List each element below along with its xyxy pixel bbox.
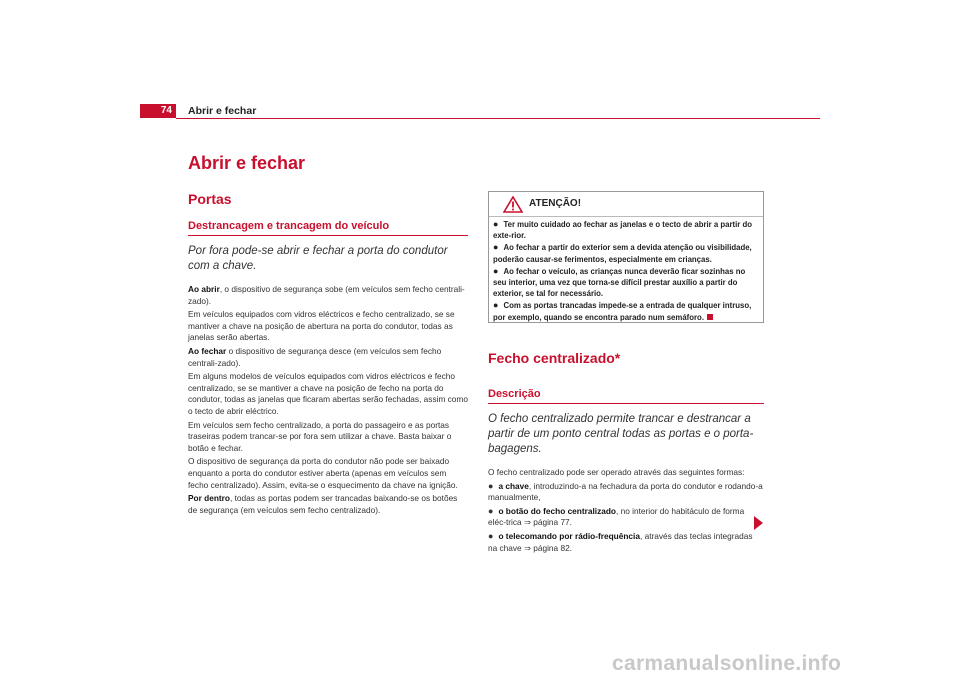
section-title-central-locking: Fecho centralizado* <box>488 350 621 366</box>
running-header-title: Abrir e fechar <box>188 105 257 117</box>
body-paragraph <box>188 309 468 344</box>
list-item-text: , através das teclas integradas na chave ⇒ página 82. <box>488 530 753 553</box>
section-title-portas: Portas <box>188 191 232 207</box>
warning-header <box>489 192 763 217</box>
list-item-keyword: o botão do fecho centralizado <box>498 505 616 516</box>
watermark: carmanualsonline.info <box>612 652 842 675</box>
bullet-icon: ● <box>488 530 494 541</box>
bullet-icon: ● <box>493 242 499 253</box>
list-item <box>488 481 764 504</box>
warning-triangle-icon <box>503 196 523 218</box>
subsection-title-doors: Destrancagem e trancagem do veículo <box>188 220 468 236</box>
body-paragraph <box>188 346 468 369</box>
warning-item-text: Ao fechar o veículo, as crianças nunca deverão ficar sozinhas no seu interior, uma vez que torna-se difícil prestar auxílio a partir do exterior, se tal for necessário. <box>493 266 746 299</box>
right-intro-text: O fecho centralizado pode ser operado através das seguintes formas: <box>488 467 745 477</box>
paragraph-text: O dispositivo de segurança da porta do condutor não pode ser baixado enquanto a porta do condutor estiver aberta (apenas em veículos sem fecho centralizado). Assim, evita-se o esquecimento da chave na ignição. <box>188 456 458 490</box>
body-paragraph <box>188 371 468 417</box>
paragraph-text: Em veículos equipados com vidros eléctricos e fecho centralizado, se se mantiver a chave na posição de abertura na porta do condutor, todas as janelas serão abertas. <box>188 309 455 343</box>
bullet-icon: ● <box>493 219 499 229</box>
warning-item-text: Ter muito cuidado ao fechar as janelas e o tecto de abrir a partir do exte-rior. <box>493 220 752 241</box>
section-end-icon <box>707 314 713 320</box>
paragraph-keyword: Por dentro <box>188 493 230 504</box>
warning-item <box>493 242 759 264</box>
paragraph-text: Em alguns modelos de veículos equipados com vidros eléctricos e fecho centralizado, se se mantiver a chave na posição de fecho na porta do condutor, todas as janelas que ficaram abertas serão fechadas, assim como o tecto de abrir eléctrico. <box>188 371 468 416</box>
bullet-icon: ● <box>488 480 494 491</box>
paragraph-keyword: Ao fechar <box>188 345 227 356</box>
paragraph-text: , todas as portas podem ser trancadas baixando-se os botões de segurança (em veículos sem fecho centralizado). <box>188 493 458 515</box>
page-number-badge: 74 <box>140 104 176 118</box>
paragraph-keyword: Ao abrir <box>188 284 220 294</box>
next-page-arrow-icon <box>754 516 763 530</box>
chapter-title: Abrir e fechar <box>188 153 306 173</box>
warning-item-text: Ao fechar a partir do exterior sem a devida atenção ou visibilidade, poderão causar-se ferimentos, especialmente em crianças. <box>493 243 752 264</box>
warning-item <box>493 300 759 322</box>
bullet-icon: ● <box>488 505 494 516</box>
list-item <box>488 506 764 529</box>
subsection-title-description: Descrição <box>488 388 764 404</box>
left-paragraphs <box>188 284 468 516</box>
bullet-icon: ● <box>493 300 499 311</box>
left-column <box>188 220 468 518</box>
list-item-text: , introduzindo-a na fechadura da porta do condutor e rodando-a manualmente, <box>488 480 763 503</box>
right-lead-text: O fecho centralizado permite trancar e destrancar a partir de um ponto central todas as portas e o porta-bagagens. <box>488 413 754 455</box>
warning-item <box>493 266 759 300</box>
warning-item-text: Com as portas trancadas impede-se a entrada de qualquer intruso, por exemplo, quando se encontra parado num semáforo. <box>493 301 752 322</box>
lead-text: Por fora pode-se abrir e fechar a porta do condutor com a chave. <box>188 245 448 272</box>
right-column <box>488 388 764 556</box>
body-paragraph <box>188 284 468 307</box>
list-item <box>488 531 764 554</box>
warning-items <box>489 217 763 323</box>
paragraph-text: Em veículos sem fecho centralizado, a porta do passageiro e as portas traseiras podem trancar-se por fora sem utilizar a chave. Basta baixar o botão e fechar. <box>188 419 452 453</box>
right-bullets <box>488 481 764 555</box>
warning-box <box>488 191 764 323</box>
paragraph-text: o dispositivo de segurança desce (em veículos sem fecho centrali-zado). <box>188 345 442 368</box>
list-item-keyword: a chave <box>498 480 529 491</box>
body-paragraph <box>188 493 468 516</box>
list-item-text: , no interior do habitáculo de forma eléc-trica ⇒ página 77. <box>488 505 745 528</box>
bullet-icon: ● <box>493 265 499 276</box>
body-paragraph <box>188 456 468 491</box>
warning-item <box>493 219 759 241</box>
header-rule <box>176 118 820 119</box>
paragraph-text: , o dispositivo de segurança sobe (em veículos sem fecho centrali-zado). <box>188 284 465 306</box>
list-item-keyword: o telecomando por rádio-frequência <box>498 530 640 541</box>
body-paragraph <box>188 420 468 455</box>
warning-label: ATENÇÃO! <box>529 198 582 209</box>
